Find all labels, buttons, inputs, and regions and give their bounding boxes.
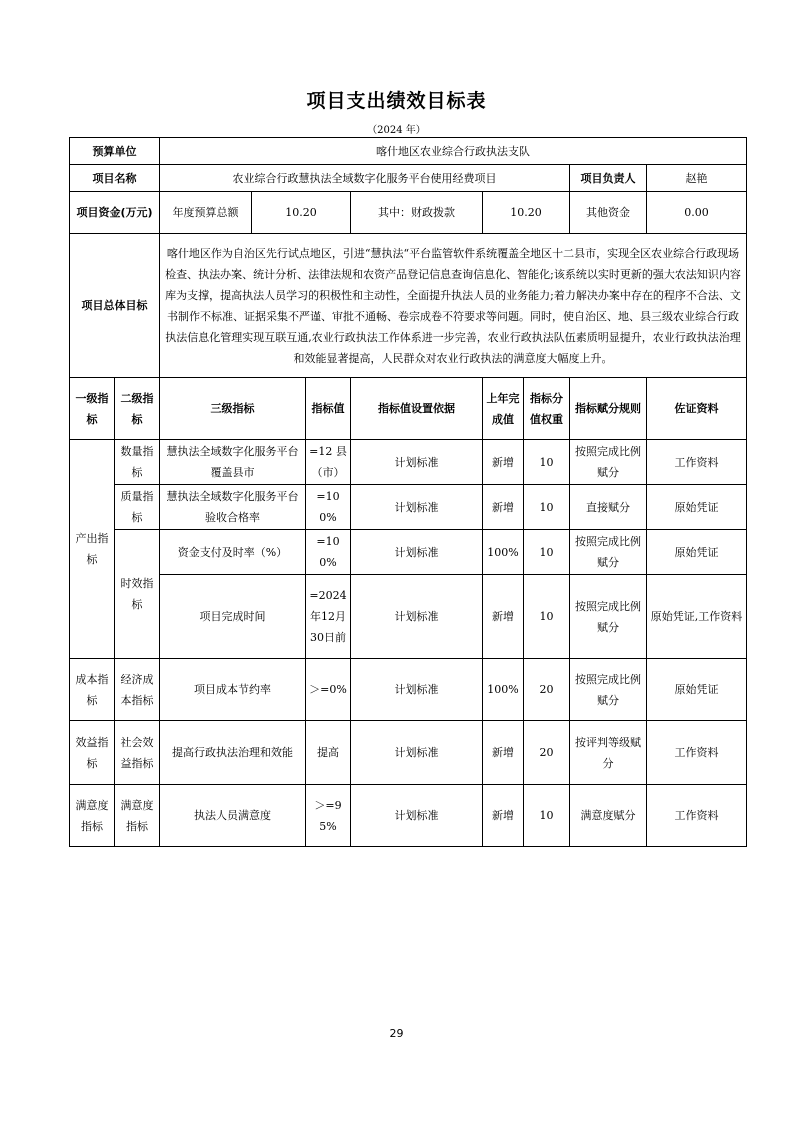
table-row-weight: 20: [524, 721, 570, 785]
table-row-rule: 按照完成比例赋分: [570, 659, 647, 721]
table-row-rule: 直接赋分: [570, 485, 647, 530]
fiscal-label: 其中：财政拨款: [351, 192, 483, 234]
budget-unit-value: 喀什地区农业综合行政执法支队: [160, 138, 747, 165]
table-row-weight: 10: [524, 575, 570, 659]
table-row-l3: 慧执法全域数字化服务平台覆盖县市: [160, 440, 306, 485]
table-row-weight: 20: [524, 659, 570, 721]
table-row-rule: 按照完成比例赋分: [570, 530, 647, 575]
table-row-basis: 计划标准: [351, 575, 483, 659]
table-row-value: =2024年12月30日前: [306, 575, 351, 659]
table-row-last: 新增: [483, 785, 524, 847]
table-row-l3: 慧执法全域数字化服务平台验收合格率: [160, 485, 306, 530]
table-row-l3: 提高行政执法治理和效能: [160, 721, 306, 785]
goal-label: 项目总体目标: [70, 234, 160, 378]
group-quality: 质量指标: [115, 485, 160, 530]
table-row-value: 提高: [306, 721, 351, 785]
table-row-rule: 满意度赋分: [570, 785, 647, 847]
group-quantity: 数量指标: [115, 440, 160, 485]
page-number: 29: [389, 1027, 404, 1040]
annual-budget-label: 年度预算总额: [160, 192, 252, 234]
table-row-rule: 按照完成比例赋分: [570, 440, 647, 485]
table-row-l3: 项目完成时间: [160, 575, 306, 659]
table-row-last: 新增: [483, 440, 524, 485]
table-row-weight: 10: [524, 485, 570, 530]
project-name-label: 项目名称: [70, 165, 160, 192]
table-row-rule: 按照完成比例赋分: [570, 575, 647, 659]
col-weight: 指标分值权重: [524, 378, 570, 440]
group-satisfaction: 满意度指标: [70, 785, 115, 847]
leader-label: 项目负责人: [570, 165, 647, 192]
table-row-weight: 10: [524, 440, 570, 485]
table-row-weight: 10: [524, 785, 570, 847]
table-row-last: 100%: [483, 530, 524, 575]
table-row-evidence: 原始凭证: [647, 485, 747, 530]
table-row-l3: 资金支付及时率（%）: [160, 530, 306, 575]
table-row-basis: 计划标准: [351, 440, 483, 485]
fiscal-value: 10.20: [483, 192, 570, 234]
table-row-value: ＞=95%: [306, 785, 351, 847]
col-evidence: 佐证资料: [647, 378, 747, 440]
project-name-value: 农业综合行政慧执法全域数字化服务平台使用经费项目: [160, 165, 570, 192]
group-cost: 成本指标: [70, 659, 115, 721]
table-row-basis: 计划标准: [351, 721, 483, 785]
table-row-evidence: 工作资料: [647, 785, 747, 847]
table-row-last: 100%: [483, 659, 524, 721]
group-timeliness: 时效指标: [115, 530, 160, 659]
table-row-basis: 计划标准: [351, 785, 483, 847]
table-row-basis: 计划标准: [351, 530, 483, 575]
table-row-evidence: 原始凭证: [647, 530, 747, 575]
group-social-benefit: 社会效益指标: [115, 721, 160, 785]
table-row-evidence: 原始凭证: [647, 659, 747, 721]
table-row-value: =100%: [306, 485, 351, 530]
table-row-l3: 执法人员满意度: [160, 785, 306, 847]
table-row-l3: 项目成本节约率: [160, 659, 306, 721]
group-economic-cost: 经济成本指标: [115, 659, 160, 721]
col-value: 指标值: [306, 378, 351, 440]
table-row-value: =12 县（市）: [306, 440, 351, 485]
table-row-value: =100%: [306, 530, 351, 575]
funds-label: 项目资金(万元): [70, 192, 160, 234]
col-basis: 指标值设置依据: [351, 378, 483, 440]
year-label: （2024 年）: [367, 125, 426, 136]
group-output: 产出指标: [70, 440, 115, 659]
leader-value: 赵艳: [647, 165, 747, 192]
group-benefit: 效益指标: [70, 721, 115, 785]
annual-budget-value: 10.20: [252, 192, 351, 234]
page-title: 项目支出绩效目标表: [306, 90, 487, 112]
col-level1: 一级指标: [70, 378, 115, 440]
group-satisfaction-2: 满意度指标: [115, 785, 160, 847]
col-level3: 三级指标: [160, 378, 306, 440]
table-row-evidence: 原始凭证,工作资料: [647, 575, 747, 659]
table-row-weight: 10: [524, 530, 570, 575]
table-row-basis: 计划标准: [351, 659, 483, 721]
performance-table: [69, 137, 747, 847]
budget-unit-label: 预算单位: [70, 138, 160, 165]
other-value: 0.00: [647, 192, 747, 234]
table-row-last: 新增: [483, 721, 524, 785]
table-row-basis: 计划标准: [351, 485, 483, 530]
other-label: 其他资金: [570, 192, 647, 234]
goal-text: 喀什地区作为自治区先行试点地区，引进“慧执法“平台监管软件系统覆盖全地区十二县市，实现全区农业综合行政现场检查、执法办案、统计分析、法律法规和农资产品登记信息查询信息化、智能化;该系统以实时更新的强大农法知识内容库为支撑，提高执法人员学习的积极性和主动性，全面提升执法人员的业务能力;着力解决办案中存在的程序不合法、文书制作不标准、证据采集不严谨、审批不通畅、卷宗成卷不符要求等问题。同时，使自治区、地、县三级农业综合行政执法信息化管理实现互联互通,农业行政执法工作体系进一步完善，农业行政执法队伍素质明显提升，农业行政执法治理和效能显著提高，人民群众对农业行政执法的满意度大幅度上升。: [160, 234, 747, 378]
col-level2: 二级指标: [115, 378, 160, 440]
table-row-last: 新增: [483, 485, 524, 530]
table-row-rule: 按评判等级赋分: [570, 721, 647, 785]
table-row-evidence: 工作资料: [647, 721, 747, 785]
col-last-year: 上年完成值: [483, 378, 524, 440]
table-row-value: ＞=0%: [306, 659, 351, 721]
col-rule: 指标赋分规则: [570, 378, 647, 440]
table-row-evidence: 工作资料: [647, 440, 747, 485]
table-row-last: 新增: [483, 575, 524, 659]
